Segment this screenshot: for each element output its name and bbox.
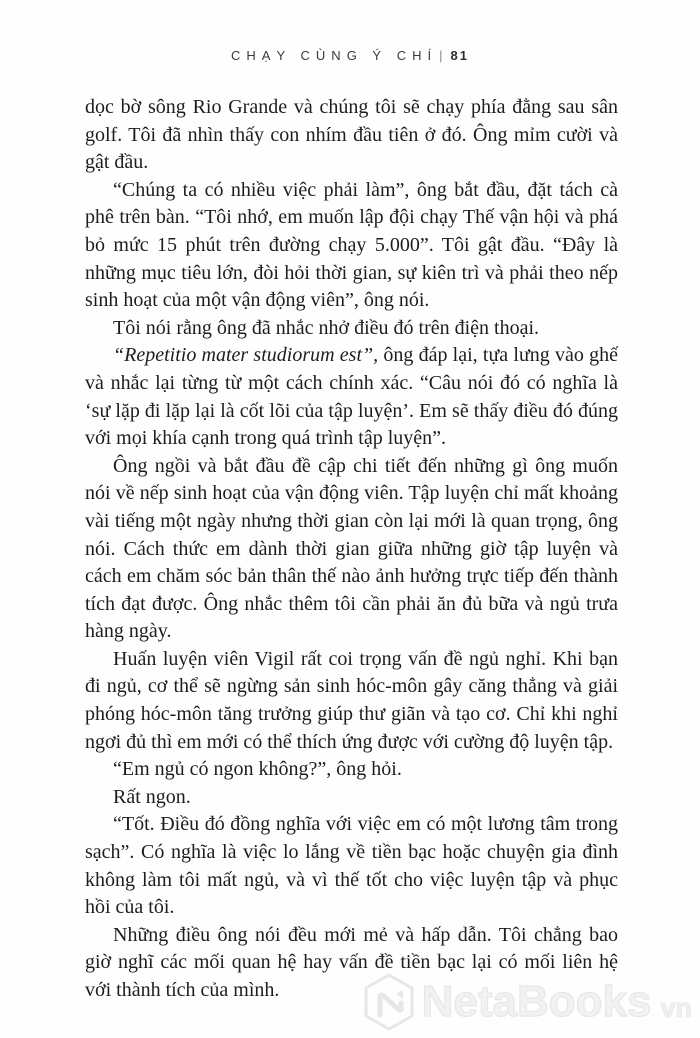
paragraph: “Tốt. Điều đó đồng nghĩa với việc em có một lương tâm trong sạch”. Có nghĩa là việc lo lắng về tiền bạc hoặc chuyện gia đình không làm tôi mất ngủ, và vì thế tốt cho việc luyện tập và phục hồi của tôi.: [85, 813, 618, 919]
page-body: [85, 94, 618, 1005]
running-header: [0, 48, 700, 63]
paragraph: Rất ngon.: [113, 785, 191, 808]
watermark-suffix: vn: [660, 992, 692, 1023]
paragraph: “Repetitio mater studiorum est”, ông đáp lại, tựa lưng vào ghế và nhắc lại từng từ một cách chính xác. “Câu nói đó có nghĩa là ‘sự lặp đi lặp lại là cốt lõi của tập luyện’. Em sẽ thấy điều đó đúng với mọi khía cạnh trong quá trình tập luyện”.: [85, 344, 618, 450]
page-number: 81: [450, 48, 469, 63]
watermark-brand: NetaBooks: [421, 977, 652, 1026]
paragraph: dọc bờ sông Rio Grande và chúng tôi sẽ chạy phía đằng sau sân golf. Tôi đã nhìn thấy con nhím đầu tiên ở đó. Ông mỉm cười và gật đầu.: [85, 96, 618, 174]
header-title: CHẠY CÙNG Ý CHÍ: [231, 48, 438, 63]
paragraph: “Chúng ta có nhiều việc phải làm”, ông bắt đầu, đặt tách cà phê trên bàn. “Tôi nhớ, em muốn lập đội chạy Thế vận hội và phá bỏ mức 15 phút trên đường chạy 5.000”. Tôi gật đầu. “Đây là những mục tiêu lớn, đòi hỏi thời gian, sự kiên trì và phải theo nếp sinh hoạt của một vận động viên”, ông nói.: [85, 178, 618, 312]
paragraph: Những điều ông nói đều mới mẻ và hấp dẫn. Tôi chẳng bao giờ nghĩ các mối quan hệ hay vấn đề tiền bạc lại có mối liên hệ với thành tích của mình.: [85, 923, 618, 1001]
paragraph: Huấn luyện viên Vigil rất coi trọng vấn đề ngủ nghỉ. Khi bạn đi ngủ, cơ thể sẽ ngừng sản sinh hóc-môn gây căng thẳng và giải phóng hóc-môn tăng trưởng giúp thư giãn và tạo cơ. Chỉ khi nghỉ ngơi đủ thì em mới có thể thích ứng được với cường độ luyện tập.: [85, 647, 618, 753]
paragraph: “Em ngủ có ngon không?”, ông hỏi.: [113, 758, 402, 781]
header-separator: |: [439, 48, 449, 63]
paragraph: Ông ngồi và bắt đầu đề cập chi tiết đến những gì ông muốn nói về nếp sinh hoạt của vận động viên. Tập luyện chỉ mất khoảng vài tiếng một ngày nhưng thời gian còn lại mới là quan trọng, ông nói. Cách thức em dành thời gian giữa những giờ tập luyện và cách em chăm sóc bản thân thế nào ảnh hưởng trực tiếp đến thành tích đạt được. Ông nhắc thêm tôi cần phải ăn đủ bữa và ngủ trưa hàng ngày.: [85, 454, 618, 643]
paragraph: Tôi nói rằng ông đã nhắc nhở điều đó trên điện thoại.: [113, 316, 540, 339]
